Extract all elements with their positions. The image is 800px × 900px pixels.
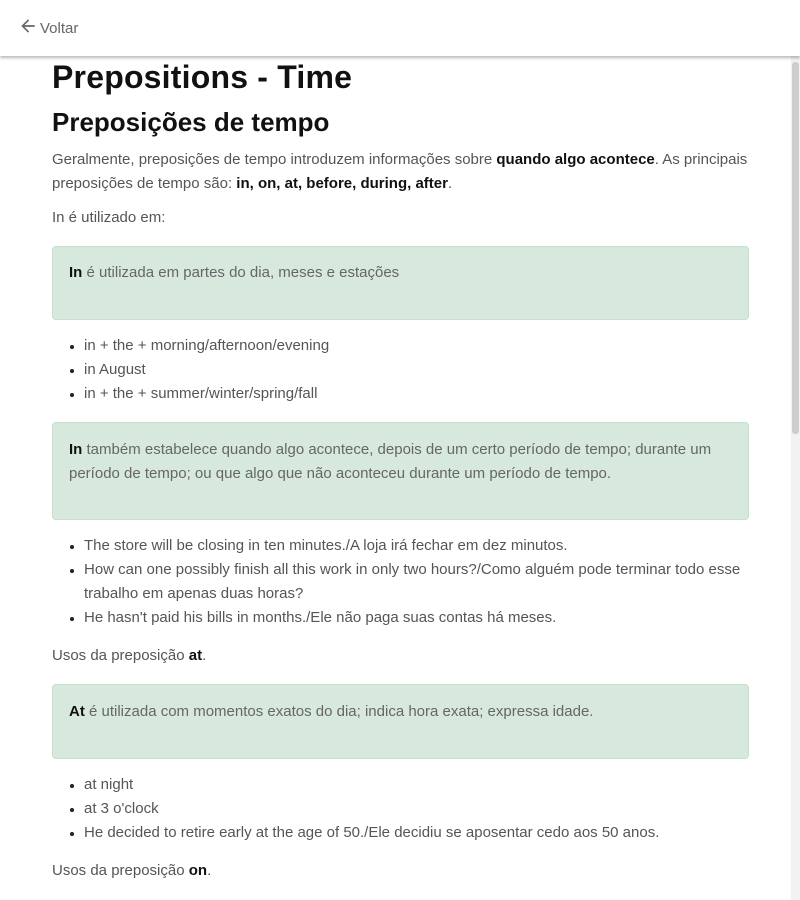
info-box-keyword: At: [69, 703, 85, 720]
note-text: Usos da preposição: [52, 862, 189, 879]
examples-list-in-period: [52, 534, 749, 630]
list-item: • in August: [84, 358, 749, 382]
list-item: • How can one possibly finish all this work in only two hours?/Como alguém pode terminar todo esse trabalho em apenas duas horas?: [84, 558, 749, 606]
intro-text: . As principais preposições de tempo são:: [52, 151, 748, 192]
note-text: .: [207, 862, 212, 879]
intro-text: Geralmente, preposições de tempo introduzem informações sobre: [52, 151, 497, 168]
examples-list-in: [52, 334, 749, 406]
lesson-body: [52, 146, 749, 883]
info-box-in-period: [52, 422, 749, 520]
info-box-text: é utilizada com momentos exatos do dia; indica hora exata; expressa idade.: [84, 703, 594, 720]
list-item: • The store will be closing in ten minutes./A loja irá fechar em dez minutos.: [84, 534, 749, 558]
info-box-text: é utilizada em partes do dia, meses e estações: [82, 264, 400, 281]
page-subtitle: Preposições de tempo: [52, 107, 330, 137]
examples-list-at: [52, 773, 749, 845]
prepositions-list-emphasis: in, on, at, before, during, after: [236, 175, 448, 192]
page-title: Prepositions - Time: [52, 59, 353, 95]
back-button[interactable]: [18, 17, 78, 39]
note-keyword: on: [188, 862, 208, 879]
intro-text: .: [447, 175, 453, 192]
note-text: Usos da preposição: [52, 647, 189, 664]
intro-paragraph: [52, 148, 749, 196]
back-label: Voltar: [40, 19, 79, 37]
note-text: .: [202, 647, 207, 664]
info-box-keyword: In: [69, 441, 83, 458]
info-box-at: [52, 684, 749, 759]
intro-emphasis: quando algo acontece: [496, 151, 655, 168]
scrollbar-thumb[interactable]: [792, 62, 799, 434]
list-item: • He decided to retire early at the age of 50./Ele decidiu se aposentar cedo aos 50 anos.: [84, 821, 749, 845]
list-item: • in + the + morning/afternoon/evening: [84, 334, 749, 358]
at-usage-note: [52, 644, 749, 668]
info-box-keyword: In: [69, 264, 83, 281]
list-item: • at 3 o'clock: [84, 797, 749, 821]
in-usage-note: In é utilizado em:: [52, 209, 166, 226]
list-item: • at night: [84, 773, 749, 797]
scrollbar[interactable]: [791, 56, 800, 900]
list-item: • He hasn't paid his bills in months./Ele não paga suas contas há meses.: [84, 606, 749, 630]
on-usage-note: [52, 859, 749, 883]
info-box-text: também estabelece quando algo acontece, depois de um certo período de tempo; durante um período de tempo; ou que algo que não aconteceu durante um período de tempo.: [69, 441, 712, 482]
info-box-in-parts-of-day: [52, 246, 749, 320]
list-item: • in + the + summer/winter/spring/fall: [84, 382, 749, 406]
note-keyword: at: [188, 647, 203, 664]
top-app-bar: [0, 0, 800, 56]
arrow-left-icon: [18, 16, 38, 41]
